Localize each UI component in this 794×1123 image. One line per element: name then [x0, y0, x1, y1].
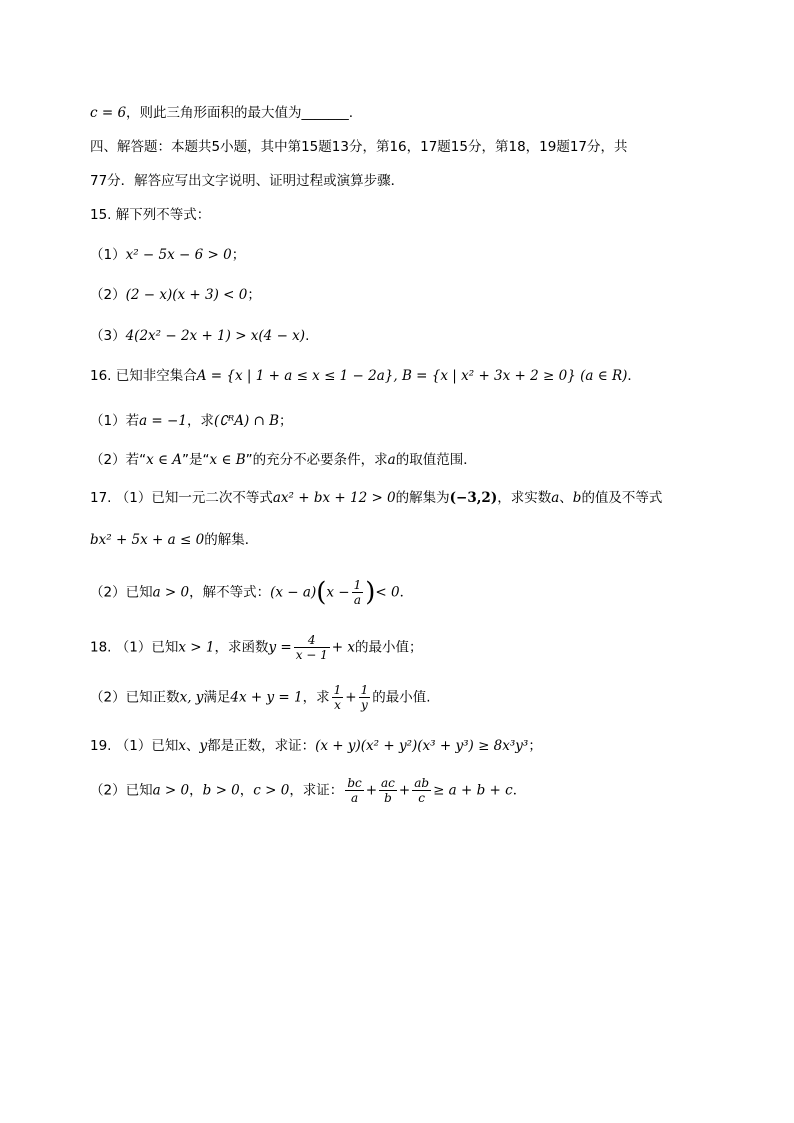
- q18-part2-f2d: y: [361, 698, 368, 712]
- q16-part2: [90, 450, 477, 470]
- q19-plus1: +: [365, 782, 378, 799]
- top-line-math: c = 6: [90, 105, 127, 121]
- q17-line2-math: bx² + 5x + a ≤ 0: [90, 532, 205, 548]
- q19-part2: [90, 776, 526, 805]
- q17-part2-paren-close: ): [365, 577, 376, 608]
- q17-part2-right: < 0: [375, 584, 400, 601]
- q18-cond: x > 1: [178, 639, 215, 656]
- q17-part2-paren-open: (: [316, 577, 327, 608]
- q15-part3: [90, 326, 309, 346]
- q18-part2-tail: 的最小值.: [372, 689, 431, 706]
- q18-part2-f1n: 1: [333, 683, 342, 697]
- q15-part2: [90, 285, 261, 305]
- q18-part2: [90, 683, 431, 712]
- q16-lead: 16. 已知非空集合: [90, 368, 197, 384]
- q16-part1-tail: ；: [279, 413, 293, 429]
- q19-f1n: bc: [347, 776, 362, 790]
- q18-part2-cond: 4x + y = 1: [230, 689, 303, 706]
- q17-part2-left: (x − a): [270, 584, 317, 601]
- q18-tail: 的最小值；: [355, 639, 423, 656]
- q16-part2-m1: x ∈ A: [146, 452, 183, 468]
- q19-mid: 都是正数，求证：: [207, 738, 316, 754]
- q18-den: x − 1: [295, 648, 328, 662]
- q19-lead: 19. （1）已知: [90, 738, 179, 754]
- q16-part1-cond: a = −1: [139, 413, 187, 429]
- q15-part1-math: x² − 5x − 6 > 0: [125, 247, 232, 263]
- q16-part2-mid1: ”是“: [182, 452, 210, 468]
- section-heading-line2: 77分．解答应写出文字说明、证明过程或演算步骤．: [90, 173, 405, 189]
- q15-part3-tail: .: [305, 328, 310, 344]
- q16-part1-math: (∁ᴿA) ∩ B: [213, 413, 280, 429]
- q18-plus: + x: [331, 639, 356, 656]
- q19-part2-label: （2）已知: [90, 782, 153, 799]
- q16-part2-mid2: ”的充分不必要条件，求: [245, 452, 388, 468]
- q17-part2-num: 1: [353, 578, 362, 592]
- q19-part1: [90, 736, 542, 756]
- q15-part2-math: (2 − x)(x + 3) < 0: [125, 287, 248, 303]
- q19-var-x: x: [178, 738, 186, 754]
- q19-comma2: ，: [239, 782, 254, 799]
- q17-var-b: b: [572, 490, 582, 506]
- q18-part1: [90, 633, 423, 662]
- q16-set-a: A = {x | 1 + a ≤ x ≤ 1 − 2a}: [196, 368, 394, 384]
- q18-part2-plus: +: [345, 689, 357, 706]
- q17-part2-den: a: [353, 593, 361, 607]
- q19-f3n: ab: [414, 776, 430, 790]
- q16-part1-label: （1）若: [90, 413, 140, 429]
- q16-part1: [90, 411, 293, 431]
- q19-proof: (x + y)(x² + y²)(x³ + y³) ≥ 8x³y³: [315, 738, 529, 754]
- q19-frac3: [412, 776, 431, 805]
- q17-sep: 、: [559, 490, 573, 506]
- q19-var-y: y: [199, 738, 208, 754]
- q19-part2-tail: ．: [512, 782, 527, 799]
- q18-y: y =: [268, 639, 292, 656]
- q15-part2-label: （2）: [90, 287, 126, 303]
- q19-frac2: [379, 776, 397, 805]
- q15-part2-tail: ；: [247, 287, 261, 303]
- q18-part2-mid: 满足: [203, 689, 231, 706]
- q18-num: 4: [294, 633, 330, 648]
- q18-part2-f2n: 1: [360, 683, 369, 697]
- q19-f3d: c: [418, 791, 425, 805]
- q19-plus2: +: [398, 782, 411, 799]
- q19-frac1: [345, 776, 363, 805]
- q17-stem-line2: [90, 530, 258, 550]
- q15-title: 15. 解下列不等式：: [90, 207, 211, 223]
- q19-sep: 、: [185, 738, 200, 754]
- q16-part2-var: a: [387, 452, 396, 468]
- q16-part2-m2: x ∈ B: [209, 452, 246, 468]
- q15-part1: [90, 245, 245, 265]
- q19-f2n: ac: [381, 776, 395, 790]
- top-line-text: ，则此三角形面积的最大值为_______.: [126, 105, 354, 121]
- q17-mid: 的解集为: [395, 490, 450, 506]
- q17-part2-label: （2）已知: [90, 584, 153, 601]
- q17-lead: 17. （1）已知一元二次不等式: [90, 490, 273, 506]
- q17-part2-tail: ．: [399, 584, 414, 601]
- q17-part2-cond: a > 0: [152, 584, 190, 601]
- top-line: [90, 103, 353, 123]
- q17-ineq: ax² + bx + 12 > 0: [272, 490, 396, 506]
- q17-tail: 的值及不等式: [581, 490, 663, 506]
- q16-tail: ．: [627, 368, 641, 384]
- q15-part3-label: （3）: [90, 328, 126, 344]
- q19-part2-mid: ，求证：: [289, 782, 344, 799]
- q18-part2-f1d: x: [334, 698, 341, 712]
- q19-c2: b > 0: [202, 782, 240, 799]
- q18-fraction: [294, 633, 330, 662]
- q18-mid: ，求函数: [214, 639, 269, 656]
- q18-part2-frac2: [359, 683, 371, 712]
- q18-part2-frac1: [332, 683, 344, 712]
- q17-stem: [90, 488, 662, 508]
- q18-part2-label: （2）已知正数: [90, 689, 180, 706]
- q19-tail: ；: [528, 738, 542, 754]
- q19-f1d: a: [350, 791, 359, 805]
- q16-stem: [90, 366, 641, 386]
- q18-part2-mid2: ，求: [302, 689, 330, 706]
- q17-mid2: ，求实数: [497, 490, 552, 506]
- q17-part2-mid: ，解不等式：: [189, 584, 271, 601]
- q19-c3: c > 0: [253, 782, 290, 799]
- q15-part3-math: 4(2x² − 2x + 1) > x(4 − x): [125, 328, 306, 344]
- q19-c1: a > 0: [152, 782, 190, 799]
- q19-comma1: ，: [189, 782, 203, 799]
- q17-line2-tail: 的解集．: [204, 532, 259, 548]
- q19-rhs: ≥ a + b + c: [433, 782, 513, 799]
- q18-lead: 18. （1）已知: [90, 639, 179, 656]
- q16-part2-tail: 的取值范围．: [395, 452, 477, 468]
- q16-set-b: , B = {x | x² + 3x + 2 ≥ 0} (a ∈ R): [393, 368, 628, 384]
- q17-var-a: a: [551, 490, 560, 506]
- q15-part1-label: （1）: [90, 247, 126, 263]
- q15-part1-tail: ；: [231, 247, 246, 263]
- section-heading-line1: 四、解答题：本题共5小题，其中第15题13分，第16，17题15分，第18，19题17分，共: [90, 139, 628, 155]
- q19-f2d: b: [384, 791, 392, 805]
- q17-part2-fraction: [352, 578, 364, 607]
- q18-part2-vars: x, y: [179, 689, 204, 706]
- q17-part2-x: x −: [326, 584, 350, 601]
- q16-part2-label: （2）若“: [90, 452, 147, 468]
- q17-part2: [90, 578, 413, 607]
- q16-part1-mid: ，求: [186, 413, 214, 429]
- q17-interval: (−3,2): [449, 490, 498, 506]
